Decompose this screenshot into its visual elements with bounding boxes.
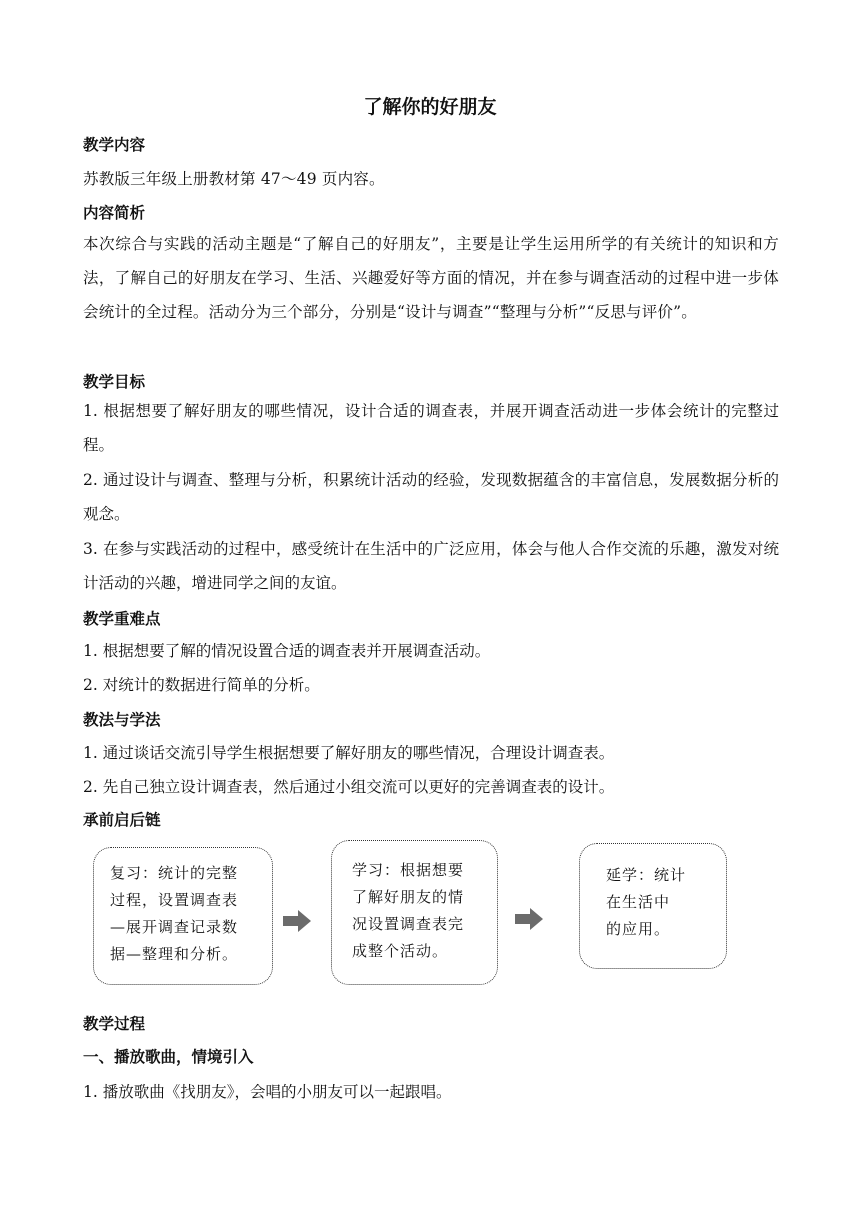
key-point-item-1: 1. 根据想要了解的情况设置合适的调查表并开展调查活动。 xyxy=(83,642,491,660)
chain-box-line: —展开调查记录数 xyxy=(110,918,239,936)
chain-box-learn xyxy=(331,840,498,985)
teaching-content-text: 苏教版三年级上册教材第 47～49 页内容。 xyxy=(83,170,385,188)
chain-box-line: 的应用。 xyxy=(606,920,671,938)
arrow-shape xyxy=(515,908,543,930)
key-point-item-2: 2. 对统计的数据进行简单的分析。 xyxy=(83,676,320,694)
goal-item-3: 3. 在参与实践活动的过程中，感受统计在生活中的广泛应用，体会与他人合作交流的乐趣，激发对统计活动的兴趣，增进同学之间的友谊。 xyxy=(83,540,779,592)
process-item-1: 1. 播放歌曲《找朋友》，会唱的小朋友可以一起跟唱。 xyxy=(83,1083,452,1101)
heading-key-points: 教学重难点 xyxy=(83,610,161,628)
method-item-1: 1. 通过谈话交流引导学生根据想要了解好朋友的哪些情况，合理设计调查表。 xyxy=(83,744,615,762)
arrow-shape xyxy=(283,910,311,932)
chain-box-line: 延学：统计 xyxy=(606,866,687,884)
arrow-right-icon xyxy=(515,908,543,930)
document-title: 了解你的好朋友 xyxy=(363,96,497,118)
chain-box-line: 据—整理和分析。 xyxy=(110,945,239,963)
heading-teaching-goals: 教学目标 xyxy=(83,373,146,391)
chain-box-line: 成整个活动。 xyxy=(352,942,449,960)
chain-box-review xyxy=(93,847,273,985)
heading-methods: 教法与学法 xyxy=(83,711,161,729)
goal-item-2: 2. 通过设计与调查、整理与分析，积累统计活动的经验，发现数据蕴含的丰富信息，发展数据分析的观念。 xyxy=(83,471,779,523)
process-step-heading-1: 一、播放歌曲，情境引入 xyxy=(83,1048,254,1066)
chain-box-line: 况设置调查表完 xyxy=(352,915,465,933)
chain-box-line: 学习：根据想要 xyxy=(352,861,465,879)
goal-item-1: 1. 根据想要了解好朋友的哪些情况，设计合适的调查表，并展开调查活动进一步体会统计的完整过程。 xyxy=(83,402,779,454)
heading-chain: 承前启后链 xyxy=(83,811,161,829)
heading-teaching-content: 教学内容 xyxy=(83,136,146,154)
arrow-right-icon xyxy=(283,910,311,932)
chain-box-line: 过程，设置调查表 xyxy=(110,891,239,909)
heading-content-analysis: 内容简析 xyxy=(83,204,146,222)
content-analysis-text: 本次综合与实践的活动主题是“了解自己的好朋友”，主要是让学生运用所学的有关统计的知识和方法，了解自己的好朋友在学习、生活、兴趣爱好等方面的情况，并在参与调查活动的过程中进一步体会统计的全过程。活动分为三个部分，分别是“设计与调查”“整理与分析”“反思与评价”。 xyxy=(83,235,779,321)
chain-box-line: 了解好朋友的情 xyxy=(352,888,465,906)
chain-box-line: 复习：统计的完整 xyxy=(110,864,239,882)
chain-box-extend xyxy=(579,843,727,969)
heading-teaching-process: 教学过程 xyxy=(83,1015,146,1033)
method-item-2: 2. 先自己独立设计调查表，然后通过小组交流可以更好的完善调查表的设计。 xyxy=(83,778,615,796)
chain-box-line: 在生活中 xyxy=(606,893,671,911)
